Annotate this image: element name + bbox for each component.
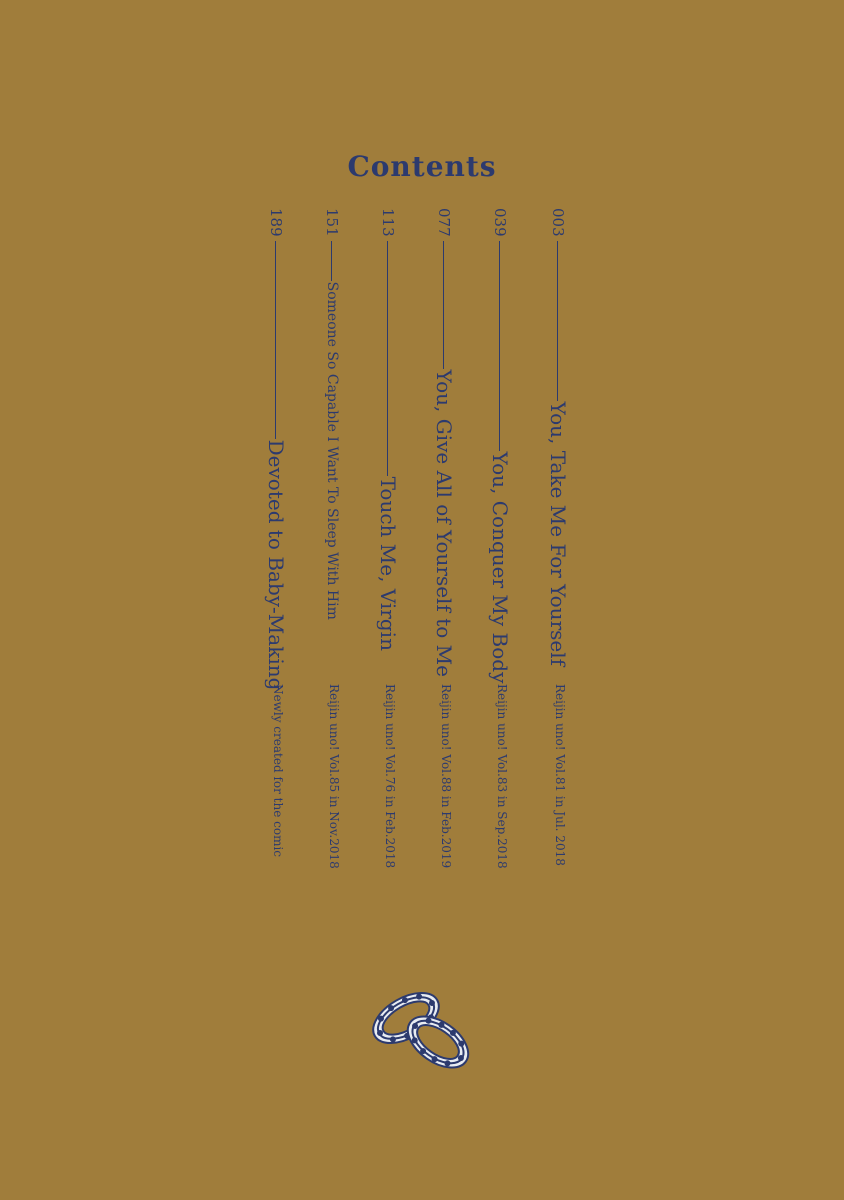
chapter-source: Reijin uno! Vol.88 in Feb.2019	[439, 684, 453, 869]
toc-entry-5[interactable]	[320, 208, 344, 928]
chapter-title: Someone So Capable I Want To Sleep With Him	[324, 281, 340, 620]
chapter-source: Newly created for the comic	[271, 684, 285, 858]
chapter-title: Touch Me, Virgin	[376, 476, 400, 651]
leader-line	[444, 241, 445, 369]
toc-entry-3[interactable]	[432, 208, 456, 928]
page-number: 003	[549, 208, 567, 237]
toc-entry-1[interactable]	[546, 208, 570, 928]
chapter-title: You, Conquer My Body	[488, 451, 512, 684]
toc-entry-6[interactable]	[264, 208, 288, 928]
toc-entry-4[interactable]	[376, 208, 400, 928]
chapter-source: Reijin uno! Vol.85 in Nov.2018	[327, 684, 341, 869]
leader-line	[332, 241, 333, 281]
page-number: 039	[491, 208, 509, 237]
chapter-source: Reijin uno! Vol.81 in Jul. 2018	[553, 684, 567, 866]
page-number: 151	[323, 208, 341, 237]
leader-line	[558, 241, 559, 401]
chapter-title: You, Give All of Yourself to Me	[432, 369, 456, 677]
leader-line	[276, 241, 277, 439]
toc-entry-2[interactable]	[488, 208, 512, 928]
leader-line	[388, 241, 389, 476]
chapter-title: Devoted to Baby-Making	[264, 439, 288, 691]
chapter-source: Reijin uno! Vol.83 in Sep.2018	[495, 684, 509, 869]
page-number: 113	[379, 208, 397, 237]
chapter-title: You, Take Me For Yourself	[546, 401, 570, 667]
leader-line	[500, 241, 501, 451]
page-number: 189	[267, 208, 285, 237]
chapter-source: Reijin uno! Vol.76 in Feb.2018	[383, 684, 397, 869]
page-number: 077	[435, 208, 453, 237]
ring-icon	[366, 980, 478, 1080]
contents-title: Contents	[347, 150, 497, 183]
